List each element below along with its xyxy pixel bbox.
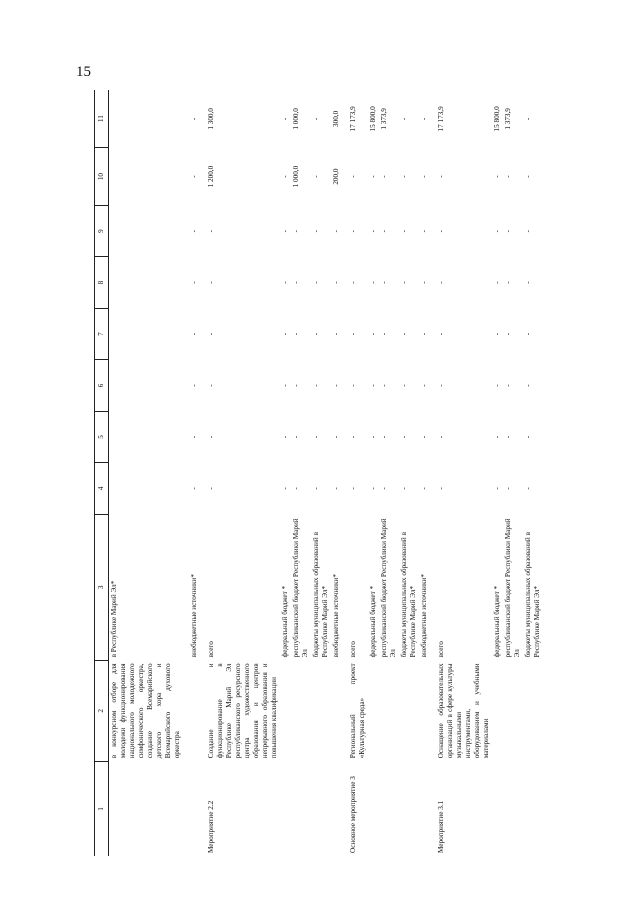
cell-value: 1 373,9 (504, 108, 512, 130)
cell-value: - (437, 229, 445, 233)
cell-value: - (312, 435, 320, 439)
cell-value (109, 205, 184, 256)
cell-value: - (380, 229, 388, 233)
cell-value: - (493, 435, 501, 439)
header-col-2: 2 (95, 660, 109, 761)
cell-value: 300,0 (332, 110, 340, 127)
cell-event (291, 761, 311, 856)
cell-name (280, 660, 291, 761)
cell-name: Оснащение образовательных организаций в сфере культуры музыкальными инструментами, оборудованием и учебными материалами (437, 663, 490, 759)
cell-name (399, 660, 419, 761)
cell-value: - (437, 332, 445, 336)
cell-event (492, 761, 503, 856)
cell-value: - (190, 332, 198, 336)
cell-value: - (281, 435, 289, 439)
cell-value: - (504, 229, 512, 233)
table-row (183, 90, 200, 856)
cell-value: 200,0 (332, 168, 340, 185)
cell-value: - (437, 175, 445, 178)
cell-value: - (420, 117, 428, 121)
cell-event (280, 761, 291, 856)
cell-value: - (420, 281, 428, 284)
cell-value: - (207, 229, 215, 233)
cell-value: - (190, 281, 198, 284)
cell-value: - (332, 384, 340, 387)
cell-value: - (400, 117, 408, 121)
cell-name (291, 660, 311, 761)
cell-value: - (190, 229, 198, 233)
cell-value: - (292, 281, 300, 284)
cell-value: - (332, 229, 340, 233)
cell-value: - (420, 332, 428, 336)
header-col-4: 4 (95, 463, 109, 514)
cell-value: 15 800,0 (369, 106, 377, 132)
table-row (419, 90, 430, 856)
cell-event: Основное мероприятие 3 (349, 776, 357, 853)
cell-value: - (190, 487, 198, 490)
cell-name (419, 660, 430, 761)
cell-value: - (420, 487, 428, 490)
cell-name (523, 660, 543, 761)
cell-value: - (281, 281, 289, 284)
cell-value: - (312, 229, 320, 233)
cell-source: федеральный бюджет * (281, 585, 289, 658)
cell-value: - (524, 384, 532, 387)
cell-value: - (190, 435, 198, 439)
cell-value: - (380, 435, 388, 439)
cell-value: - (190, 384, 198, 387)
cell-value: - (312, 384, 320, 387)
cell-value: - (504, 384, 512, 387)
cell-value: - (349, 175, 357, 178)
header-col-3: 3 (95, 514, 109, 660)
cell-value: - (281, 175, 289, 178)
cell-value (109, 411, 184, 462)
cell-name (492, 660, 503, 761)
header-col-11: 11 (95, 90, 109, 148)
cell-value: - (400, 384, 408, 387)
cell-value: - (380, 384, 388, 387)
cell-value: - (420, 384, 428, 387)
table-row (430, 90, 492, 856)
cell-value: - (524, 229, 532, 233)
cell-event (109, 761, 184, 856)
cell-source: внебюджетные источники* (420, 574, 428, 658)
cell-value: - (380, 332, 388, 336)
header-col-5: 5 (95, 411, 109, 462)
cell-value: 15 800,0 (493, 106, 501, 132)
cell-value: - (493, 384, 501, 387)
table-row (331, 90, 342, 856)
cell-value: - (207, 384, 215, 387)
cell-value: - (349, 229, 357, 233)
cell-value: - (312, 175, 320, 178)
cell-value: - (349, 281, 357, 284)
cell-value: - (400, 435, 408, 439)
cell-source: бюджеты муниципальных образований в Республике Марий Эл* (400, 532, 417, 658)
table-row (342, 90, 368, 856)
table-row (311, 90, 331, 856)
cell-value: 17 173,9 (437, 106, 445, 132)
cell-value: 1 000,0 (292, 108, 300, 130)
cell-value: - (369, 435, 377, 439)
cell-value: - (504, 175, 512, 178)
table-row (200, 90, 280, 856)
cell-name (331, 660, 342, 761)
cell-event (331, 761, 342, 856)
table-row (503, 90, 523, 856)
cell-value: - (400, 281, 408, 284)
cell-value: - (400, 332, 408, 336)
cell-value: - (281, 487, 289, 490)
cell-value: - (369, 332, 377, 336)
cell-value: - (190, 117, 198, 121)
table-row (379, 90, 399, 856)
cell-value: - (312, 487, 320, 490)
cell-value: - (493, 229, 501, 233)
cell-value: - (332, 487, 340, 490)
table-body (109, 90, 544, 856)
cell-value: - (349, 384, 357, 387)
cell-value: - (437, 435, 445, 439)
rotated-table-wrapper (94, 90, 624, 856)
cell-event (379, 761, 399, 856)
cell-value: 1 000,0 (292, 165, 300, 188)
table-row (523, 90, 543, 856)
cell-value: - (493, 487, 501, 490)
cell-value (109, 90, 184, 148)
cell-value: - (420, 435, 428, 439)
cell-value: - (312, 281, 320, 284)
header-row (95, 90, 109, 856)
cell-value: - (207, 435, 215, 439)
cell-source: внебюджетные источники* (190, 574, 198, 658)
cell-value: - (349, 435, 357, 439)
cell-value: - (292, 384, 300, 387)
cell-value: - (380, 487, 388, 490)
cell-name (368, 660, 379, 761)
table-row (109, 90, 184, 856)
cell-value: - (493, 332, 501, 336)
cell-value: - (369, 229, 377, 233)
cell-value: - (292, 332, 300, 336)
cell-value: - (524, 332, 532, 336)
cell-value: - (400, 175, 408, 178)
cell-event: Мероприятие 3.1 (437, 800, 445, 853)
cell-value: - (369, 281, 377, 284)
cell-value: - (524, 487, 532, 490)
cell-source: бюджеты муниципальных образований в Республике Марий Эл* (312, 532, 329, 658)
table-row (399, 90, 419, 856)
cell-value: - (493, 175, 501, 178)
cell-value: - (437, 281, 445, 284)
header-col-9: 9 (95, 205, 109, 256)
cell-source: республиканский бюджет Республики Марий Эл (380, 518, 397, 658)
cell-source: республиканский бюджет Республики Марий Эл (292, 518, 309, 658)
cell-value: 1 373,9 (380, 108, 388, 130)
cell-value: - (380, 175, 388, 178)
cell-event (368, 761, 379, 856)
cell-value: - (504, 332, 512, 336)
cell-value: - (437, 487, 445, 490)
page-number: 15 (76, 64, 91, 80)
cell-value: - (281, 384, 289, 387)
cell-value: - (292, 487, 300, 490)
cell-value: 1 300,0 (207, 108, 215, 130)
cell-value: - (380, 281, 388, 284)
cell-value: - (349, 332, 357, 336)
cell-source: в Республике Марий Эл* (110, 580, 118, 658)
cell-value: - (281, 117, 289, 121)
cell-source: бюджеты муниципальных образований в Республике Марий Эл* (524, 532, 541, 658)
cell-value: - (524, 281, 532, 284)
table-row (368, 90, 379, 856)
cell-source: республиканский бюджет Республики Марий Эл (504, 518, 521, 658)
cell-value: - (332, 435, 340, 439)
cell-value: - (349, 487, 357, 490)
cell-source: всего (349, 641, 357, 658)
cell-value: - (504, 281, 512, 284)
cell-name: Региональный проект «Культурная среда» (349, 663, 366, 759)
table-row (280, 90, 291, 856)
cell-value: - (369, 384, 377, 387)
cell-event (503, 761, 523, 856)
cell-value: - (292, 229, 300, 233)
budget-table (94, 90, 543, 856)
cell-value: - (400, 487, 408, 490)
header-col-10: 10 (95, 148, 109, 206)
cell-name (503, 660, 523, 761)
cell-source: внебюджетные источники* (332, 574, 340, 658)
cell-event (523, 761, 543, 856)
cell-value: - (292, 435, 300, 439)
cell-value: - (312, 332, 320, 336)
cell-value: - (281, 332, 289, 336)
cell-value: - (504, 435, 512, 439)
cell-value: - (420, 175, 428, 178)
cell-name: Создание и функционирование в Республике Марий Эл республиканского ресурсного центра художественного образования и центров непрерывного образования и повышения квалификации (207, 663, 278, 759)
cell-value: - (524, 117, 532, 121)
cell-value (109, 463, 184, 514)
cell-value: 17 173,9 (349, 106, 357, 132)
cell-value: - (493, 281, 501, 284)
cell-value: - (207, 281, 215, 284)
cell-value (109, 360, 184, 411)
cell-value: - (332, 281, 340, 284)
cell-name: в конкурсном отборе для молодежи функционирования национального молодежного симфонического оркестра, создание Всемарийского детского хора и Всемарийского духового оркестра (110, 663, 181, 759)
cell-value: - (190, 175, 198, 178)
cell-source: всего (437, 641, 445, 658)
cell-name (311, 660, 331, 761)
cell-event (183, 761, 200, 856)
cell-event (399, 761, 419, 856)
header-col-8: 8 (95, 257, 109, 308)
cell-value (109, 148, 184, 206)
cell-event: Мероприятие 2.2 (207, 800, 215, 853)
cell-value: - (524, 175, 532, 178)
cell-value: 1 200,0 (207, 165, 215, 188)
cell-name (183, 660, 200, 761)
cell-source: федеральный бюджет * (493, 585, 501, 658)
cell-event (419, 761, 430, 856)
header-col-6: 6 (95, 360, 109, 411)
cell-value (109, 257, 184, 308)
cell-value: - (312, 117, 320, 121)
table-row (492, 90, 503, 856)
header-col-1: 1 (95, 761, 109, 856)
cell-event (311, 761, 331, 856)
cell-value: - (332, 332, 340, 336)
cell-source: всего (207, 641, 215, 658)
cell-value: - (369, 175, 377, 178)
cell-value: - (504, 487, 512, 490)
cell-value: - (369, 487, 377, 490)
cell-value: - (437, 384, 445, 387)
table-row (291, 90, 311, 856)
cell-value: - (400, 229, 408, 233)
cell-value: - (207, 487, 215, 490)
cell-value (109, 308, 184, 359)
cell-value: - (207, 332, 215, 336)
header-col-7: 7 (95, 308, 109, 359)
cell-value: - (281, 229, 289, 233)
cell-name (379, 660, 399, 761)
cell-source: федеральный бюджет * (369, 585, 377, 658)
cell-value: - (420, 229, 428, 233)
cell-value: - (524, 435, 532, 439)
